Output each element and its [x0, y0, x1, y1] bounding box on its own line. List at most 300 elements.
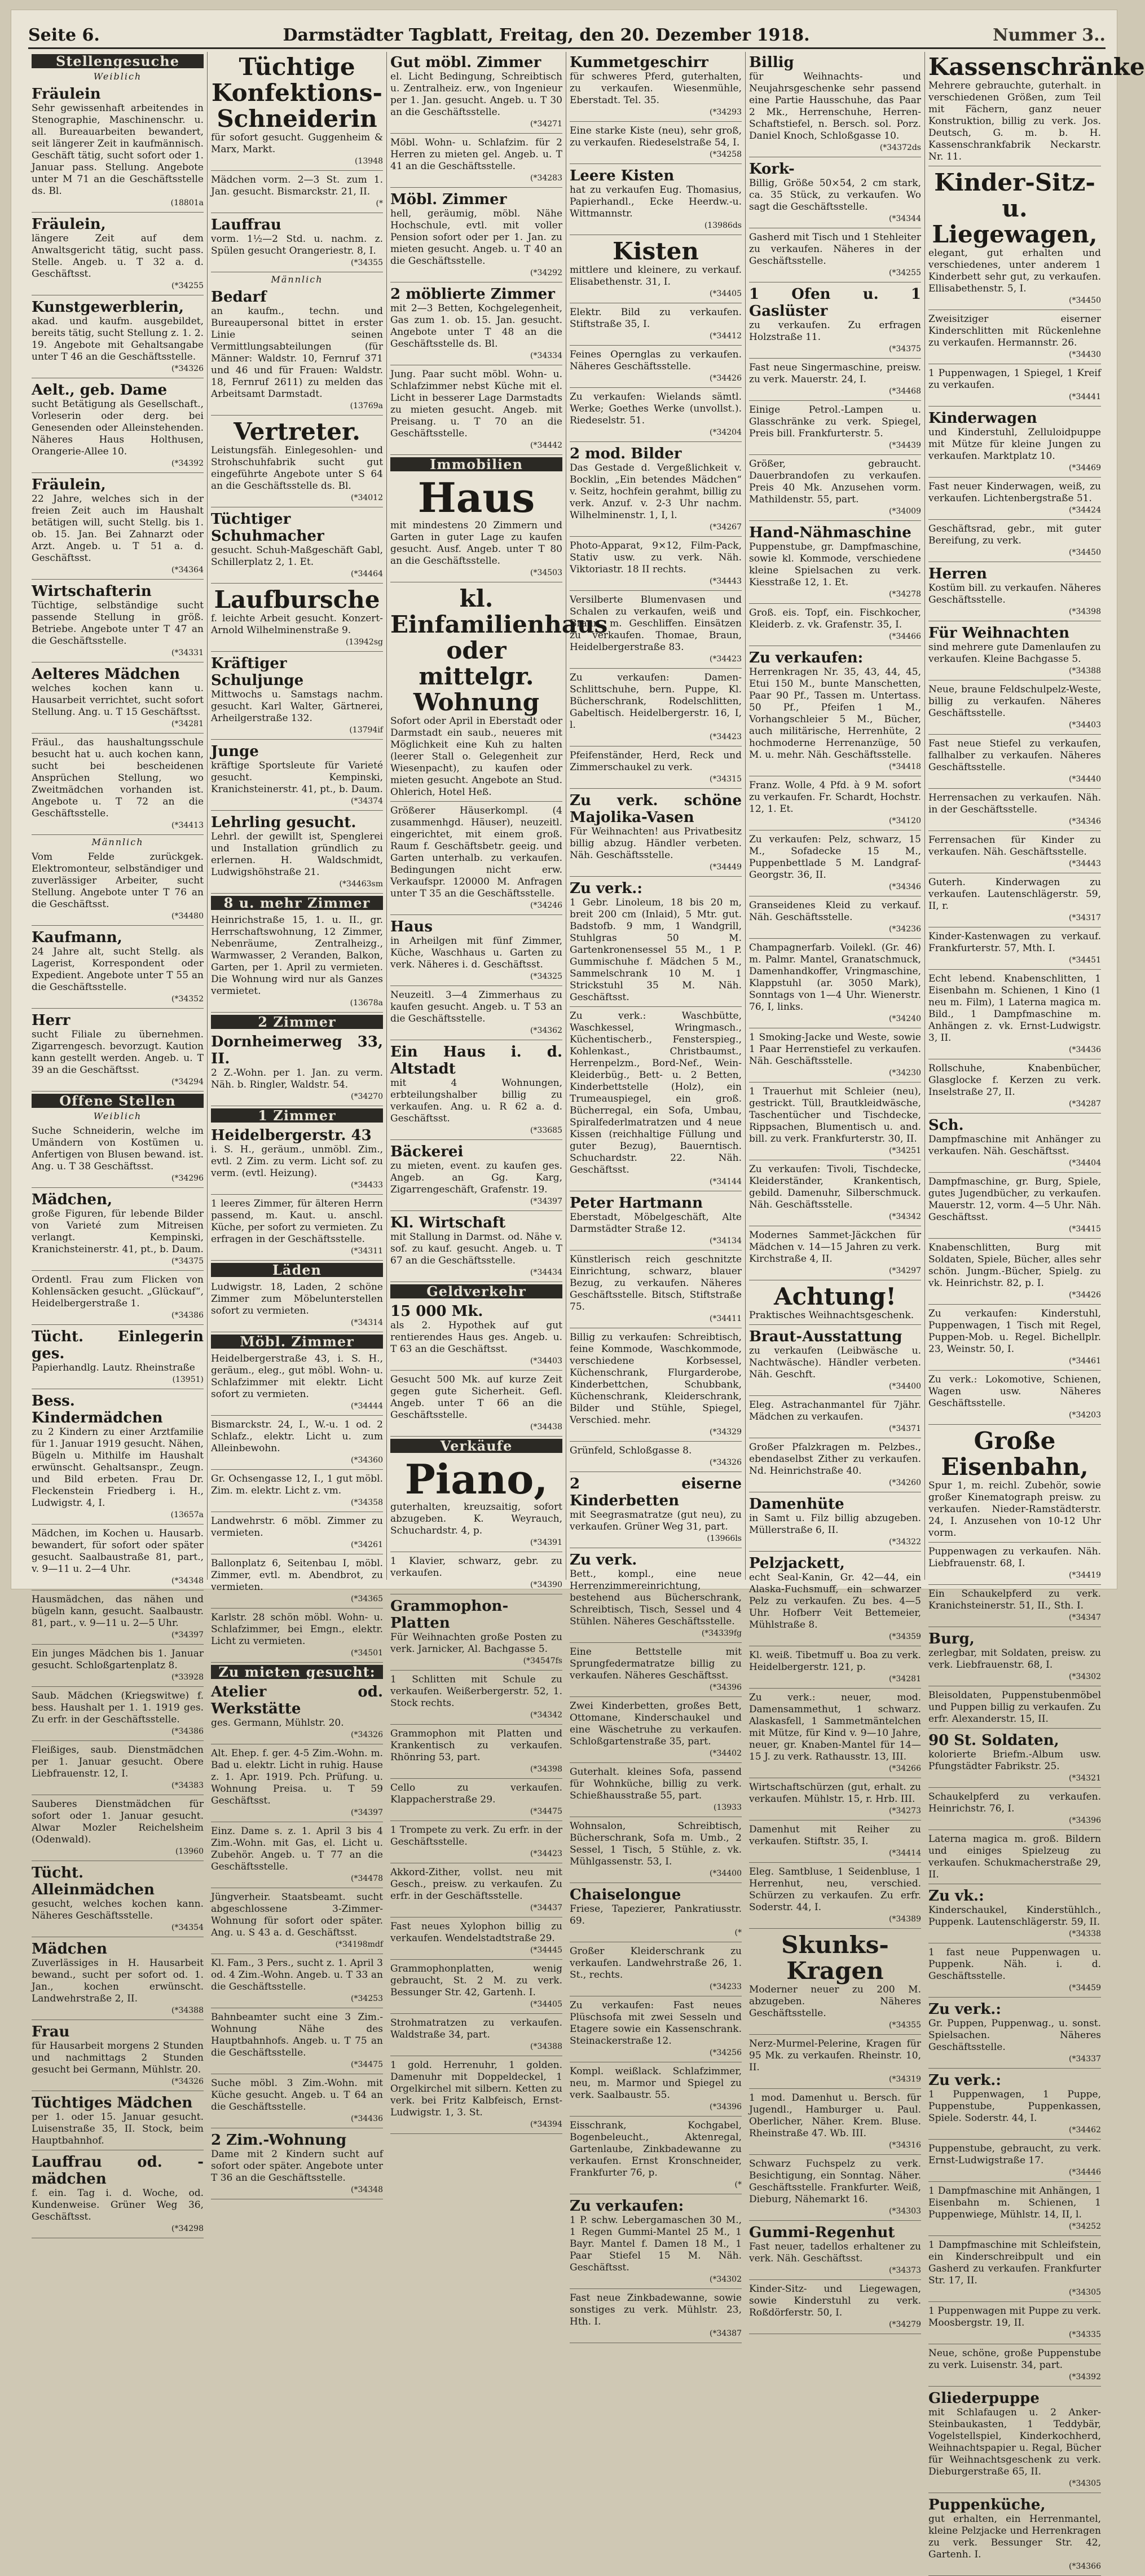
classified-ad: [570, 1644, 742, 1697]
ad-headline: Tüchtige Konfektions-Schneiderin: [211, 53, 382, 132]
classified-ad: [32, 581, 204, 662]
ad-headline: Zu verk.:: [928, 2001, 1001, 2018]
ad-text: Knabenschlitten, Burg mit Soldaten, Spiele, Bücher, alles sehr schön. Jungm.-Bücher, Spielg. zu vk. Heinrichstr. 82, p. I.: [928, 1242, 1101, 1289]
ad-reference-number: (*34397: [351, 1808, 383, 1817]
ad-text: welches kochen kann u. Hausarbeit verrichtet, sucht sofort Stellung. Ang. u. T 15 Geschäftsst.: [32, 683, 204, 718]
ad-reference-number: (*34413: [171, 821, 204, 830]
classified-ad: [390, 2015, 562, 2056]
ad-reference-number: (*34388: [171, 2006, 204, 2015]
ad-headline: Kinderwagen: [928, 410, 1037, 427]
ad-headline: Kork-: [749, 161, 795, 178]
ad-headline: Gummi-Regenhut: [749, 2224, 895, 2241]
ad-reference-number: (*34366: [1069, 2562, 1101, 2571]
ad-reference-number: (*34355: [351, 258, 383, 267]
ad-headline: 1 Ofen u. 1 Gaslüster: [749, 286, 921, 320]
ad-text: Großer Kleiderschrank zu verkaufen. Landwehrstraße 26, 1. St., rechts.: [570, 1946, 742, 1981]
ad-text: Saub. Mädchen (Kriegswitwe) f. bess. Haushalt per 1. 1. 1919 ges. Zu erfr. in der Geschäftsstelle.: [32, 1690, 204, 1725]
ad-reference-number: (13769a: [350, 401, 383, 410]
ad-headline: 2 möblierte Zimmer: [390, 286, 555, 303]
ad-headline: Burg,: [928, 1631, 975, 1647]
ad-reference-number: (*34433: [351, 1181, 383, 1190]
ad-reference-number: (*34450: [1069, 548, 1101, 557]
ad-reference-number: (13933: [714, 1803, 742, 1812]
ad-reference-number: (*34271: [530, 120, 562, 129]
ad-text: für Weihnachts- und Neujahrsgeschenke sehr passend eine Partie Hausschuhe, das Paar 2 Mk., Herrenschuhe, Herren-Schaftstiefel, n. Bersch. sol. Porz. Daniel Knoch, Schloßgasse 10.: [749, 71, 921, 142]
classified-ad: [211, 1513, 383, 1554]
classified-ad: [32, 1010, 204, 1092]
classified-ad: [749, 2036, 921, 2089]
ad-headline: Ein Haus i. d. Altstadt: [390, 1044, 562, 1077]
classified-ad: [928, 479, 1101, 520]
ad-reference-number: (*34305: [1069, 2479, 1101, 2488]
ad-text: 1 Puppenwagen mit Puppe zu verk. Moosbergstr. 19, II.: [928, 2305, 1101, 2328]
ad-text: Zu verkaufen: Fast neues Plüschsofa mit zwei Sesseln und Etagere sowie ein Kassenschrank. Steinackerstraße 12.: [570, 2000, 742, 2047]
ad-headline: Kinder-Sitz- u. Liegewagen,: [932, 169, 1098, 248]
classified-ad: [749, 2222, 921, 2280]
ad-text: 2 Z.-Wohn. per 1. Jan. zu verm. Näh. b. Ringler, Waldstr. 54.: [211, 1067, 383, 1090]
classified-ad: [928, 929, 1101, 970]
ad-text: zerlegbar, mit Soldaten, preisw. zu verk. Liebfrauenstr. 68, I.: [928, 1647, 1101, 1671]
ad-text: und Kinderstuhl, Zelluloidpuppe mit Mütze für kleine Jungen zu verkaufen. Marktplatz 10.: [928, 427, 1101, 462]
ad-reference-number: (*34120: [889, 816, 921, 825]
ad-text: Landwehrstr. 6 möbl. Zimmer zu vermieten.: [211, 1515, 383, 1539]
classified-ad: [928, 521, 1101, 562]
ad-text: Wirtschaftschürzen (gut, erhalt. zu verkaufen. Mühlstr. 15, r. Hrb. III.: [749, 1782, 921, 1805]
classified-ad: [211, 52, 383, 171]
section-header: 2 Zimmer: [211, 1015, 383, 1029]
ad-headline: Pelzjackett,: [749, 1555, 845, 1572]
classified-ad: [749, 1822, 921, 1863]
ad-text: Sehr gewissenhaft arbeitendes in Stenographie, Maschinenschr. u. all. Bureauarbeiten bewandert, seit längerer Zeit in kaufmännisch. Geschäft tätig, sucht sofort oder 1. Januar pass. Stellung. Angebote unter M 71 an die Geschäftsstelle ds. Bl.: [32, 103, 204, 197]
classified-ad: [749, 456, 921, 521]
ad-text: zu verkaufen (Leibwäsche u. Nachtwäsche). Händler verbeten. Näh. Geschft.: [749, 1345, 921, 1380]
ad-text: Größerer Häuserkompl. (4 zusammenhgd. Häuser), neuzeitl. eingerichtet, mit einem groß. Raum f. Geschäftsbetr. geeig. und Garten unterhalb. zu verkaufen. Bedingungen nicht erw. Verkaufspr. 120000 M. Anfragen unter T 35 an die Geschäftsstelle.: [390, 805, 562, 899]
ad-headline: Chaiselongue: [570, 1886, 681, 1903]
ad-text: Guterh. Kinderwagen zu verkaufen. Lautenschlägerstr. 59, II, r.: [928, 877, 1101, 912]
ad-reference-number: (*34501: [351, 1649, 383, 1658]
ad-reference-number: (*34475: [530, 1807, 562, 1816]
classified-ad: [32, 2092, 204, 2150]
ad-reference-number: (*34251: [889, 1146, 921, 1155]
ad-text: Zu verkaufen: Kinderstuhl, Puppenwagen, 1 Tisch mit Regel, Puppen-Mob. u. Regel. Bichellplr. 23, Weinstr. 50, I.: [928, 1308, 1101, 1355]
classified-ad: [390, 1726, 562, 1779]
classified-ad: [749, 360, 921, 401]
section-header: Möbl. Zimmer: [211, 1335, 383, 1349]
ad-text: für sofort gesucht. Guggenheim & Marx, Markt.: [211, 132, 383, 155]
classified-ad: [749, 229, 921, 282]
ad-headline: 2 mod. Bilder: [570, 445, 682, 462]
classified-ad: [928, 1628, 1101, 1686]
ad-text: Echt lebend. Knabenschlitten, 1 Eisenbahn m. Schienen, 1 Kino (1 neu m. Film), 1 Laterna magica m. Bild., 1 Dampfmaschine m. Anhängen z. vk. Ernst-Ludwigstr. 3, II.: [928, 973, 1101, 1044]
ad-text: längere Zeit auf dem Anwaltsgericht tätig, sucht pass. Stelle. Angeb. u. T 32 a. d. Geschäftsst.: [32, 233, 204, 280]
classified-ad: [211, 509, 383, 584]
classified-ad: [32, 83, 204, 213]
classified-ad: [928, 563, 1101, 621]
classified-ad: [211, 1823, 383, 1888]
ad-reference-number: (*34337: [1069, 2054, 1101, 2064]
subsection-label: Männlich: [91, 837, 144, 847]
ad-reference-number: (*34322: [889, 1537, 921, 1547]
ad-text: Künstlerisch reich geschnitzte Einrichtung, schwarz, blauer Bezug, zu verkaufen. Näheres Geschäftsstelle. Bitsch, Stiftstraße 75.: [570, 1254, 742, 1313]
classified-ad: [749, 1690, 921, 1778]
ad-text: f. leichte Arbeit gesucht. Konzert-Arnold Wilhelminenstraße 9.: [211, 613, 383, 636]
ad-reference-number: (*34348: [351, 2185, 383, 2194]
classified-ad: [32, 297, 204, 378]
ad-headline: Zu verk.: [570, 1552, 637, 1568]
ad-reference-number: (*34463sm: [339, 880, 383, 889]
classified-ad: [570, 1943, 742, 1996]
ad-reference-number: (*34371: [889, 1424, 921, 1433]
ad-text: Für Weihnachten! aus Privatbesitz billig abzug. Händler verbeten. Näh. Geschäftsstelle.: [570, 826, 742, 861]
ad-reference-number: (*34287: [1069, 1099, 1101, 1108]
classified-ad: [928, 1426, 1101, 1543]
ad-text: Bett., kompl., eine neue Herrenzimmereinrichtung, bestehend aus Bücherschrank, Schreibtisch, Tisch, Sessel und 4 Stühlen. Näheres Geschäftsstelle.: [570, 1568, 742, 1627]
ad-headline: Zu verkaufen:: [570, 2198, 684, 2215]
ad-headline: Bedarf: [211, 289, 267, 306]
ad-reference-number: (*34396: [710, 1683, 742, 1692]
ad-text: elegant, gut erhalten und verschiedenes, unter anderem 1 Kinderbett sehr gut, zu verkaufen. Ellisabethenstr. 5, I.: [928, 248, 1101, 294]
ad-headline: Kräftiger Schuljunge: [211, 655, 304, 689]
classified-ad: [390, 135, 562, 188]
ad-text: 1 Schlitten mit Schule zu verkaufen. Weißerbergerstr. 52, 1. Stock rechts.: [390, 1674, 562, 1709]
classified-ad: [570, 165, 742, 235]
classified-ad: [390, 366, 562, 455]
ad-reference-number: (*34355: [889, 2021, 921, 2030]
ad-reference-number: (*34256: [710, 2048, 742, 2057]
column-6: [925, 52, 1145, 2571]
classified-ad: [749, 2281, 921, 2334]
ad-reference-number: (*34358: [351, 1498, 383, 1507]
ad-reference-number: (*34375: [171, 1257, 204, 1266]
classified-ad: [928, 1544, 1101, 1585]
classified-ad: [570, 123, 742, 164]
ad-text: Mehrere gebrauchte, guterhalt. in verschiedenen Größen, zum Teil mit Fächern, ganz neuer Konstruktion, billig zu verk. Jos. Deutsch, G. m. b. H. Kassenschrankfabrik Neckarstr. Nr. 11.: [928, 80, 1101, 162]
ad-headline: Mädchen: [32, 1941, 107, 1958]
classified-ad: [211, 417, 383, 507]
ad-reference-number: (*34134: [710, 1236, 742, 1245]
ad-reference-number: (*34302: [710, 2275, 742, 2284]
classified-ad: [749, 1227, 921, 1280]
classified-ad: [32, 1742, 204, 1795]
ad-text: Geschäftsrad, gebr., mit guter Bereifung, zu verk.: [928, 523, 1101, 546]
ad-reference-number: (*34475: [351, 2060, 383, 2069]
ad-text: hell, geräumig, möbl. Nähe Hochschule, evtl. mit voller Pension sofort oder per 1. Jan. zu mieten gesucht. Angeb. u. T 40 an die Geschäftsstelle.: [390, 208, 562, 267]
ad-reference-number: (*34365: [351, 1594, 383, 1603]
ad-headline: Zu vk.:: [928, 1888, 984, 1905]
classified-ad: [570, 2290, 742, 2343]
ad-reference-number: (*34315: [710, 775, 742, 784]
ad-text: Kompl. weißlack. Schlafzimmer, neu, m. Marmor und Spiegel zu verk. Saalbaustr. 55.: [570, 2066, 742, 2101]
ad-text: in Arheilgen mit fünf Zimmer, Küche, Waschhaus u. Garten zu verk. Näheres i. d. Geschäftsst.: [390, 935, 562, 970]
ad-reference-number: (*34411: [710, 1314, 742, 1323]
classified-ad: [211, 1955, 383, 2008]
ad-text: 1 Puppenwagen, 1 Puppe, Puppenstube, Puppenkassen, Spiele. Soderstr. 44, I.: [928, 2089, 1101, 2124]
classified-ad: [928, 311, 1101, 364]
ad-reference-number: (*34317: [1069, 913, 1101, 922]
ad-reference-number: (*34442: [530, 441, 562, 450]
ad-text: Alt. Ehep. f. ger. 4-5 Zim.-Wohn. m. Bad u. elektr. Licht in ruhig. Hause z. 1. Apr. 1919. Pch. Prüfung. u. Wohnung Preisa. u. T 59 Geschäftsst.: [211, 1748, 383, 1806]
classified-ad: [32, 1592, 204, 1645]
ad-text: mit Seegrasmatratze (gut neu), zu verkaufen. Grüner Weg 31, part.: [570, 1509, 742, 1532]
ad-text: Vom Felde zurückgek. Elektromonteur, selbständiger und zuverlässiger Arbeiter, sucht Stellung. Angebote unter T 76 an die Geschäftsst.: [32, 851, 204, 910]
ad-text: echt Seal-Kanin, Gr. 42—44, ein Alaska-Fuchsmuff, ein schwarzer Pelz zu verkaufen. Zu bes. 4—5 Uhr. Hofberr Veit Bettemeier, Mühlstraße 8.: [749, 1572, 921, 1631]
ad-reference-number: (*34346: [1069, 817, 1101, 826]
ad-headline: Kl. Wirtschaft: [390, 1214, 506, 1231]
classified-ad: [928, 167, 1101, 310]
ad-reference-number: (*34423: [710, 732, 742, 741]
ad-text: Neuzeitl. 3—4 Zimmerhaus zu kaufen gesucht. Angeb. u. T 53 an die Geschäftsstelle.: [390, 989, 562, 1024]
classified-ad: [928, 682, 1101, 735]
ad-reference-number: (*34424: [1069, 506, 1101, 515]
classified-ad: [928, 790, 1101, 831]
ad-text: Leistungsfäh. Einlegesohlen- und Strohschuhfabrik sucht gut eingeführte Angebote unter S 64 an die Geschäftsstelle ds. Bl.: [211, 445, 383, 492]
ad-reference-number: (*34403: [530, 1357, 562, 1366]
ad-headline: Gliederpuppe: [928, 2390, 1040, 2407]
classified-ad: [749, 1397, 921, 1438]
ad-text: Großer Pfalzkragen m. Pelzbes., ebendaselbst Zither zu verkaufen. Nd. Heinrichstraße 40.: [749, 1442, 921, 1477]
ad-headline: 2 Zim.-Wohnung: [211, 2132, 347, 2149]
ad-reference-number: (*34342: [530, 1711, 562, 1720]
ad-text: für schweres Pferd, guterhalten, zu verkaufen. Wiesenmühle, Eberstadt. Tel. 35.: [570, 71, 742, 106]
ad-text: Kinderschaukel, Kinderstühlch., Puppenk. Lautenschlägerstr. 59, II.: [928, 1905, 1101, 1928]
classified-ad: [570, 389, 742, 442]
ad-text: Herrenkragen Nr. 35, 43, 44, 45, Etui 150 M., bunte Manschetten, Paar 90 Pf., Tassen m. Untertass. 50 Pf., Pfeifen 1 M., Vorhangschleier 5 M., Bücher, auch militärische, Herrenhüte, 2 hochmoderne Herrenanzüge, 50 M. u. mehr. Näh. Geschäftsstelle.: [749, 666, 921, 761]
ad-headline: Laufbursche: [214, 586, 380, 613]
classified-ad: [928, 971, 1101, 1059]
classified-ad: [211, 1889, 383, 1954]
ad-reference-number: (*34294: [171, 1077, 204, 1086]
ad-reference-number: (*34012: [351, 493, 383, 502]
ad-text: Papierhandlg. Lautz. Rheinstraße: [32, 1362, 195, 1373]
ad-reference-number: (*34391: [530, 1538, 562, 1547]
ad-text: Kinder-Kastenwagen zu verkauf. Frankfurterstr. 57, Mth. I.: [928, 931, 1101, 954]
ad-text: 1 mod. Damenhut u. Bersch. für Jugendl., Hamburger u. Paul. Oberlicher, Näher. Krem. Bluse. Rheinstraße 47. Wb. III.: [749, 2092, 921, 2139]
ad-text: Zu verk.: Waschbütte, Waschkessel, Wringmasch., Küchentischerb., Fensterspieg., Kohlenkast., Christbaumst., Herrenpelzm., Bord-Nef., Wein-Kleiderbüg., Bett- u. 2 Betten, Kinderbettstelle (Holz), ein Trumeauspiegel, ein groß. Bücherregal, ein Sofa, Umbau, Spiralfederlmatratzen und 4 neue Kissen (reichhaltige Füllung und guter Bezug), Bauerntisch. Schuchardstr. 22. Näh. Geschäftsst.: [570, 1010, 742, 1176]
classified-ad: [749, 605, 921, 646]
ad-text: Versilberte Blumenvasen und Schalen zu verkaufen, weiß und Braun, m. Geschliffen. Einsätzen zu verkaufen. Thomae, Braun, Heidelbergerstraße 83.: [570, 594, 742, 653]
classified-ad: [211, 912, 383, 1013]
classified-ad: [32, 474, 204, 580]
ad-text: Gr. Ochsengasse 12, I., 1 gut möbl. Zim. m. elektr. Licht z. vm.: [211, 1473, 383, 1496]
ad-reference-number: (*34346: [889, 882, 921, 891]
classified-ad: [570, 1008, 742, 1191]
subsection-label: Männlich: [271, 274, 323, 285]
ad-text: Fast neuer Kinderwagen, weiß, zu verkaufen. Lichtenbergstraße 51.: [928, 481, 1101, 504]
classified-ad: [390, 916, 562, 986]
ad-headline: Junge: [211, 743, 259, 760]
classified-ad: [390, 1455, 562, 1552]
classified-ad: [749, 1161, 921, 1226]
ad-text: Heinrichstraße 15, 1. u. II., gr. Herrschaftswohnung, 12 Zimmer, Nebenräume, Zentralheizg., Warmwasser, 2 Veranden, Balkon, Garten, per 1. April zu vermieten. Die Wohnung wird nur als Ganzes vermietet.: [211, 914, 383, 997]
ad-headline: Lauffrau: [211, 216, 281, 233]
section-header: Geldverkehr: [390, 1284, 562, 1298]
ad-reference-number: (*34311: [351, 1247, 383, 1256]
classified-ad: [32, 849, 204, 926]
ad-reference-number: (*34326: [171, 364, 204, 373]
ad-reference-number: (*34445: [530, 1946, 562, 1955]
ad-reference-number: (*: [734, 2180, 742, 2189]
ad-text: Bahnbeamter sucht eine 3 Zim.-Wohnung Nähe des Hauptbahnhofs. Angeb. u. T 75 an die Geschäftsstelle.: [211, 2012, 383, 2058]
ad-text: an kaufm., techn. und Bureaupersonal bittet in erster Linie seinen Vermittlungsabteilungen (für Männer: Waldstr. 10, Fernruf 371 und 46 und für Frauen: Waldstr. 18, Fernruf 2611) zu melden das Arbeitsamt Darmstadt.: [211, 306, 383, 400]
ad-text: Zu verkaufen: Wielands sämtl. Werke; Goethes Werke (unvollst.). Riedeselstr. 51.: [570, 391, 742, 426]
classified-ad: [570, 1443, 742, 1472]
classified-ad: [570, 2118, 742, 2194]
ad-text: Cello zu verkaufen. Klappacherstraße 29.: [390, 1782, 562, 1805]
ad-reference-number: (*34236: [889, 925, 921, 934]
ad-reference-number: (*34359: [889, 1632, 921, 1641]
ad-reference-number: (*34480: [171, 912, 204, 921]
ad-headline: Fräulein,: [32, 216, 106, 233]
ad-reference-number: (*34281: [889, 1674, 921, 1684]
ad-text: Strohmatratzen zu verkaufen. Waldstraße 34, part.: [390, 2017, 562, 2040]
ad-headline: Herren: [928, 565, 987, 582]
ad-reference-number: (*34253: [351, 1994, 383, 2003]
classified-ad: [390, 1864, 562, 1917]
ad-text: Zuverlässiges in H. Hausarbeit bewand., sucht per sofort od. 1. Jan., kochen erwünscht. Landwehrstraße 2, II.: [32, 1958, 204, 2004]
classified-ad: [928, 2345, 1101, 2387]
ad-reference-number: (*34375: [889, 344, 921, 354]
classified-ad: [32, 735, 204, 835]
ad-reference-number: (*34255: [889, 268, 921, 277]
ad-headline: Hand-Nähmaschine: [749, 524, 911, 541]
column-3: [387, 52, 608, 2129]
ad-text: Damenhut mit Reiher zu verkaufen. Stiftstr. 35, I.: [749, 1824, 921, 1847]
ad-text: Fast neuer, tadellos erhaltener zu verk. Näh. Geschäftsst.: [749, 2241, 921, 2264]
classified-ad: [570, 2195, 742, 2289]
ad-text: Eine Bettstelle mit Sprungfedermatratze billig zu verkaufen. Näheres Geschäftsst.: [570, 1646, 742, 1681]
ad-headline: Wirtschafterin: [32, 583, 152, 600]
classified-ad: [390, 1041, 562, 1140]
ad-text: Modernes Sammet-Jäckchen für Mädchen v. 14—15 Jahren zu verk. Kirchstraße 4, II.: [749, 1230, 921, 1265]
classified-ad: [32, 214, 204, 295]
classified-ad: [749, 1494, 921, 1552]
classified-ad: [928, 622, 1101, 681]
classified-ad: [570, 443, 742, 537]
classified-ad: [928, 2183, 1101, 2236]
ad-text: Puppenstube, gr. Dampfmaschine, sowie kl. Kommode, verschiedene kleine Spielsachen zu verk. Kiesstraße 12, 1. Et.: [749, 541, 921, 588]
ad-reference-number: (*34339fg: [701, 1629, 742, 1638]
classified-ad: [211, 214, 383, 272]
ad-text: Fast neues Xylophon billig zu verkaufen. Wendelstadtstraße 29.: [390, 1921, 562, 1944]
classified-ad: [928, 736, 1101, 789]
classified-ad: [928, 1372, 1101, 1425]
classified-ad: [749, 1930, 921, 2035]
ad-headline: Frau: [32, 2023, 70, 2040]
classified-ad: [211, 1031, 383, 1106]
ad-text: 1 Puppenwagen, 1 Spiegel, 1 Kreif zu verkaufen.: [928, 368, 1101, 391]
ad-text: Neue, schöne, große Puppenstube zu verk. Luisenstr. 34, part.: [928, 2348, 1101, 2371]
ad-text: Das Gestade d. Vergeßlichkeit v. Bocklin, „Ein betendes Mädchen“ v. Seitz, hochfein gerahmt, billig zu verk. Anzuf. v. 2-3 Uhr nachm. Wilhelminenstr. 1, I, l.: [570, 462, 742, 521]
classified-ad: [749, 1864, 921, 1929]
ad-reference-number: (*34400: [889, 1382, 921, 1391]
ad-text: Suche möbl. 3 Zim.-Wohn. mit Küche gesucht. Angeb. u. T 64 an die Geschäftsstelle.: [211, 2078, 383, 2113]
ad-text: Heidelbergerstraße 43, i. S. H., geräum., eleg., gut möbl. Wohn- u. Schlafzimmer mit elektr. Licht sofort zu vermieten.: [211, 1353, 383, 1400]
classified-ad: [570, 1698, 742, 1763]
classified-ad: [570, 538, 742, 591]
ad-text: zu 2 Kindern zu einer Arztfamilie für 1. Januar 1919 gesucht. Nähen, Bügeln u. Mithilfe im Haushalt erwünscht. Gehaltsanspr., Zeugn. und Bild erbeten. Frau Dr. Fleckenstein Friedberg i. H., Ludwigstr. 4, I.: [32, 1426, 204, 1509]
classified-ad: [570, 2064, 742, 2117]
ad-reference-number: (*34438: [530, 1422, 562, 1431]
classified-ad: [749, 522, 921, 604]
ad-text: hat zu verkaufen Eug. Thomasius, Papierhandl., Ecke Heerdw.-u. Wittmannstr.: [570, 184, 742, 219]
ad-reference-number: (*34314: [351, 1318, 383, 1327]
classified-ad: [211, 1746, 383, 1822]
ad-reference-number: (*34462: [1069, 2126, 1101, 2135]
ad-reference-number: (*34398: [1069, 607, 1101, 616]
ad-text: Eleg. Samtbluse, 1 Seidenbluse, 1 Herrenhut, neu, verschied. Schürzen zu verkaufen. Zu erfr. Soderstr. 44, I.: [749, 1866, 921, 1913]
ad-headline: Lehrling gesucht.: [211, 814, 356, 831]
ad-text: mit Stallung in Darmst. od. Nähe v. sof. zu kauf. gesucht. Angeb. u. T 67 an die Geschäftsstelle.: [390, 1231, 562, 1266]
ad-reference-number: (*34321: [1069, 1774, 1101, 1783]
ad-headline: Piano,: [404, 1455, 548, 1503]
ad-reference-number: (*34260: [889, 1478, 921, 1487]
ad-text: Ein junges Mädchen bis 1. Januar gesucht. Schloßgartenplatz 8.: [32, 1648, 204, 1671]
ad-text: f. ein. Tag i. d. Woche, od. Kundenweise. Grüner Weg 36, Geschäftsst.: [32, 2188, 204, 2222]
ad-reference-number: (*34390: [530, 1580, 562, 1589]
ad-reference-number: (*34281: [171, 719, 204, 728]
classified-ad: [390, 1672, 562, 1725]
subsection-label: Weiblich: [93, 1111, 142, 1121]
classified-ad: [211, 1681, 383, 1744]
section-header: 8 u. mehr Zimmer: [211, 896, 383, 910]
ad-reference-number: (*34392: [171, 459, 204, 468]
ad-reference-number: (13960: [175, 1847, 204, 1856]
ad-headline: Möbl. Zimmer: [390, 191, 507, 208]
ad-reference-number: (*34414: [889, 1849, 921, 1858]
column-4: [566, 52, 746, 2338]
classified-ad: [390, 52, 562, 134]
ad-text: Akkord-Zither, vollst. neu mit Gesch., preisw. zu verkaufen. Zu erfr. in der Geschäftsstelle.: [390, 1867, 562, 1902]
page-header: [28, 23, 1106, 49]
ad-reference-number: (*34298: [171, 2224, 204, 2233]
ad-headline: Kisten: [613, 237, 699, 265]
classified-ad: [928, 2141, 1101, 2182]
ad-text: Sauberes Dienstmädchen für sofort oder 1. Januar gesucht. Alwar Mozler Reichelsheim (Odenwald).: [32, 1799, 204, 1845]
classified-ad: [749, 1553, 921, 1646]
ad-headline: Fräulein,: [32, 476, 106, 493]
classified-ad: [390, 1553, 562, 1594]
ad-headline: Lauffrau od. -mädchen: [32, 2154, 204, 2188]
ad-reference-number: (*34446: [1069, 2168, 1101, 2177]
ad-text: mit mindestens 20 Zimmern und Garten in guter Lage zu kaufen gesucht. Ausf. Angeb. unter T 80 an die Geschäftsstelle.: [390, 520, 562, 567]
ad-headline: Puppenküche,: [928, 2497, 1046, 2513]
ad-text: 1 Klavier, schwarz, gebr. zu verkaufen.: [390, 1556, 562, 1579]
ad-reference-number: (*34430: [1069, 350, 1101, 359]
ad-reference-number: (13942sg: [345, 638, 383, 647]
ad-headline: Tüchtiger Schuhmacher: [211, 511, 324, 545]
ad-reference-number: (*34398: [530, 1765, 562, 1774]
classified-ad: [211, 1125, 383, 1195]
ad-text: 1 gold. Herrenuhr, 1 golden. Damenuhr mit Doppeldeckel, 1 Orgelkirchel mit silbern. Ketten zu verk. bei Fritz Kalbfeisch, Ernst-Ludwigstr. 1, 3. St.: [390, 2060, 562, 2118]
ad-reference-number: (*34302: [1069, 1672, 1101, 1681]
ad-reference-number: (*34283: [530, 174, 562, 183]
classified-ad: [570, 748, 742, 789]
ad-reference-number: (*34389: [889, 1915, 921, 1924]
classified-ad: [390, 284, 562, 365]
ad-reference-number: (*34338: [1069, 1929, 1101, 1938]
ad-text: Gr. Puppen, Puppenwag., u. sonst. Spielsachen. Näheres Geschäftsstelle.: [928, 2018, 1101, 2053]
ad-reference-number: (*34423: [710, 655, 742, 664]
ad-reference-number: (*34325: [530, 972, 562, 981]
classified-ad: [570, 304, 742, 346]
ad-reference-number: (*34440: [1069, 775, 1101, 784]
ad-text: Photo-Apparat, 9×12, Film-Pack, Stativ usw. zu verk. Näh. Viktoriastr. 18 II rechts.: [570, 540, 742, 575]
ad-reference-number: (*34412: [710, 332, 742, 341]
classified-ad: [211, 585, 383, 652]
ad-reference-number: (13794if: [349, 726, 383, 735]
ad-reference-number: (*34434: [530, 1268, 562, 1277]
ad-text: guterhalten, kreuzsaitig, sofort abzugeben. K. Weyrauch, Schuchardstr. 4, p.: [390, 1501, 562, 1536]
